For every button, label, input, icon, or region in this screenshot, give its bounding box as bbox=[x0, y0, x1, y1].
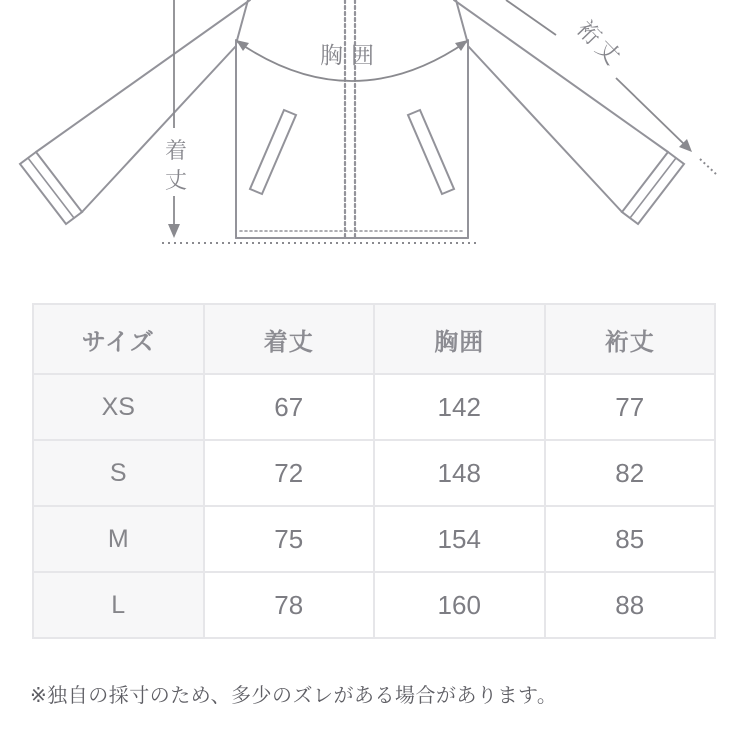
left-pocket-welt bbox=[250, 110, 296, 194]
measurement-cell: 148 bbox=[374, 440, 545, 506]
chest-arrow-left-icon bbox=[236, 40, 249, 51]
chest-label: 胸囲 bbox=[320, 42, 382, 68]
size-cell: XS bbox=[33, 374, 204, 440]
length-arrow-down-icon bbox=[168, 224, 180, 238]
size-cell: L bbox=[33, 572, 204, 638]
sleeve-dim-line-upper bbox=[506, 0, 556, 35]
sleeve-length-label: 裄丈 bbox=[572, 15, 629, 73]
measurement-cell: 154 bbox=[374, 506, 545, 572]
measurement-cell: 160 bbox=[374, 572, 545, 638]
measurement-cell: 142 bbox=[374, 374, 545, 440]
table-row-s bbox=[33, 440, 715, 506]
jacket-line-drawing bbox=[0, 0, 748, 303]
measurement-cell: 88 bbox=[545, 572, 716, 638]
size-chart-table bbox=[32, 303, 716, 639]
header-chest: 胸囲 bbox=[374, 304, 545, 374]
chest-arrow-right-icon bbox=[455, 40, 468, 51]
header-row bbox=[33, 304, 715, 374]
measurement-cell: 75 bbox=[204, 506, 375, 572]
measurement-cell: 85 bbox=[545, 506, 716, 572]
measurement-cell: 67 bbox=[204, 374, 375, 440]
right-sleeve-lower-edge bbox=[468, 46, 622, 212]
right-cuff-inner-line bbox=[630, 158, 676, 218]
measurement-disclaimer: ※独自の採寸のため、多少のズレがある場合があります。 bbox=[30, 685, 558, 707]
right-pocket-welt bbox=[408, 110, 454, 194]
table-row-l bbox=[33, 572, 715, 638]
measurement-cell: 72 bbox=[204, 440, 375, 506]
left-sleeve-lower-edge bbox=[82, 46, 236, 212]
body-length-label-bottom: 丈 bbox=[164, 168, 188, 193]
measurement-cell: 78 bbox=[204, 572, 375, 638]
right-sleeve-upper-edge bbox=[454, 0, 668, 152]
header-size: サイズ bbox=[33, 304, 204, 374]
left-cuff-inner-line bbox=[28, 158, 74, 218]
measurement-cell: 82 bbox=[545, 440, 716, 506]
header-sleeve-length: 裄丈 bbox=[545, 304, 716, 374]
table-row-xs bbox=[33, 374, 715, 440]
left-sleeve-upper-edge bbox=[36, 0, 250, 152]
sleeve-dim-line-lower bbox=[616, 78, 686, 146]
jacket-measurement-diagram bbox=[0, 0, 748, 303]
size-cell: S bbox=[33, 440, 204, 506]
measurement-cell: 77 bbox=[545, 374, 716, 440]
body-length-label-top: 着 bbox=[164, 138, 188, 163]
size-cell: M bbox=[33, 506, 204, 572]
sleeve-dim-dotted-ext bbox=[700, 159, 716, 174]
header-body-length: 着丈 bbox=[204, 304, 375, 374]
table-row-m bbox=[33, 506, 715, 572]
